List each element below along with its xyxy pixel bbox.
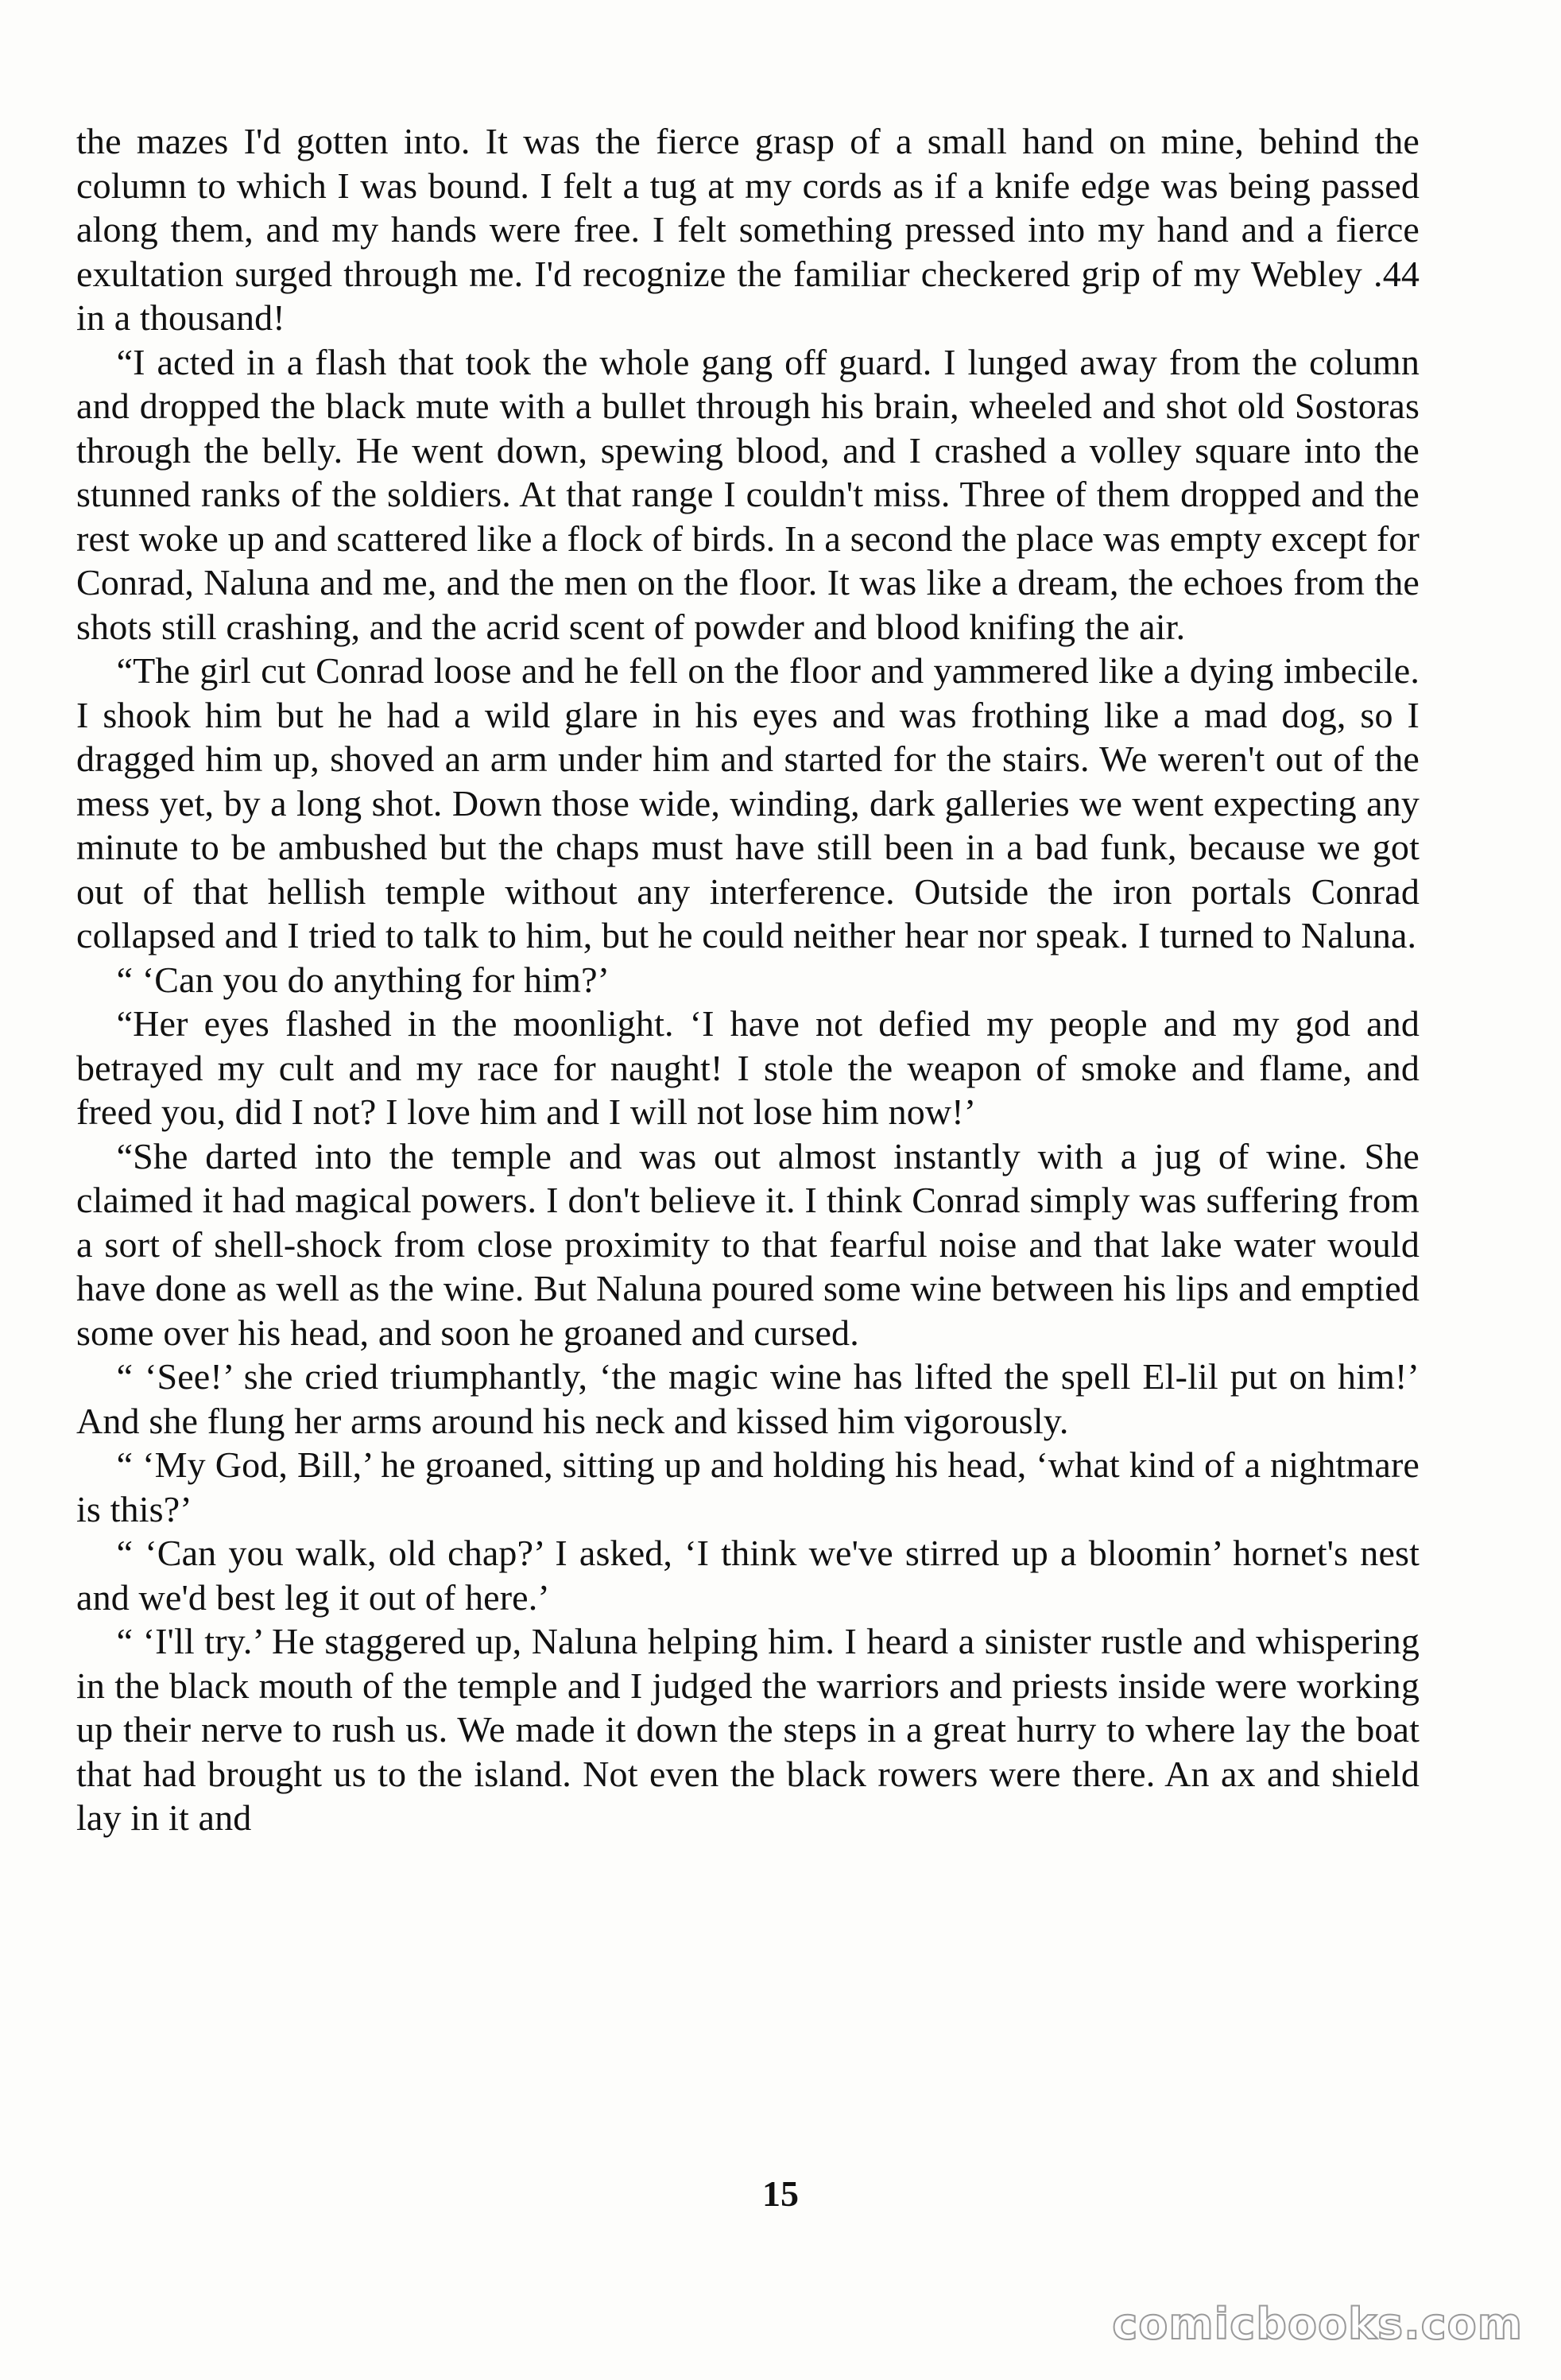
- paragraph-4: “ ‘Can you do anything for him?’: [116, 959, 610, 1000]
- body-text: [76, 119, 1420, 1840]
- paragraph-8: “ ‘My God, Bill,’ he groaned, sitting up and holding his head, ‘what kind of a nightmare is this?’: [76, 1444, 1420, 1529]
- paragraph-5: “Her eyes flashed in the moonlight. ‘I have not defied my people and my god and betrayed my cult and my race for naught! I stole the weapon of smoke and flame, and freed you, did I not? I love him and I will not lose him now!’: [76, 1003, 1420, 1132]
- paragraph-1: the mazes I'd gotten into. It was the fierce grasp of a small hand on mine, behind the column to which I was bound. I felt a tug at my cords as if a knife edge was being passed along them, and my hands were free. I felt something pressed into my hand and a fierce exultation surged through me. I'd recognize the familiar checkered grip of my Webley .44 in a thousand!: [76, 121, 1420, 338]
- page-number: 15: [762, 2173, 799, 2214]
- paragraph-9: “ ‘Can you walk, old chap?’ I asked, ‘I think we've stirred up a bloomin’ hornet's nest and we'd best leg it out of here.’: [76, 1533, 1420, 1618]
- paragraph-2: “I acted in a flash that took the whole gang off guard. I lunged away from the column and dropped the black mute with a bullet through his brain, wheeled and shot old Sostoras through the belly. He went down, spewing blood, and I crashed a volley square into the stunned ranks of the soldiers. At that range I couldn't miss. Three of them dropped and the rest woke up and scattered like a flock of birds. In a second the place was empty except for Conrad, Naluna and me, and the men on the floor. It was like a dream, the echoes from the shots still crashing, and the acrid scent of powder and blood knifing the air.: [76, 341, 1420, 647]
- paragraph-3: “The girl cut Conrad loose and he fell on the floor and yammered like a dying imbecile. I shook him but he had a wild glare in his eyes and was frothing like a mad dog, so I dragged him up, shoved an arm under him and started for the stairs. We weren't out of the mess yet, by a long shot. Down those wide, winding, dark galleries we went expecting any minute to be ambushed but the chaps must have still been in a bad funk, because we got out of that hellish temple without any interference. Outside the iron portals Conrad collapsed and I tried to talk to him, but he could neither hear nor speak. I turned to Naluna.: [76, 650, 1420, 955]
- paragraph-6: “She darted into the temple and was out almost instantly with a jug of wine. She claimed it had magical powers. I don't believe it. I think Conrad simply was suffering from a sort of shell-shock from close proximity to that fearful noise and that lake water would have done as well as the wine. But Naluna poured some wine between his lips and emptied some over his head, and soon he groaned and cursed.: [76, 1135, 1420, 1353]
- paragraph-10: “ ‘I'll try.’ He staggered up, Naluna helping him. I heard a sinister rustle and whispering in the black mouth of the temple and I judged the warriors and priests inside were working up their nerve to rush us. We made it down the steps in a great hurry to where lay the boat that had brought us to the island. Not even the black rowers were there. An ax and shield lay in it and: [76, 1621, 1420, 1838]
- paragraph-7: “ ‘See!’ she cried triumphantly, ‘the magic wine has lifted the spell El-lil put on him!’ And she flung her arms around his neck and kissed him vigorously.: [76, 1356, 1420, 1441]
- watermark-logo: comicbooks.com: [1112, 2299, 1523, 2349]
